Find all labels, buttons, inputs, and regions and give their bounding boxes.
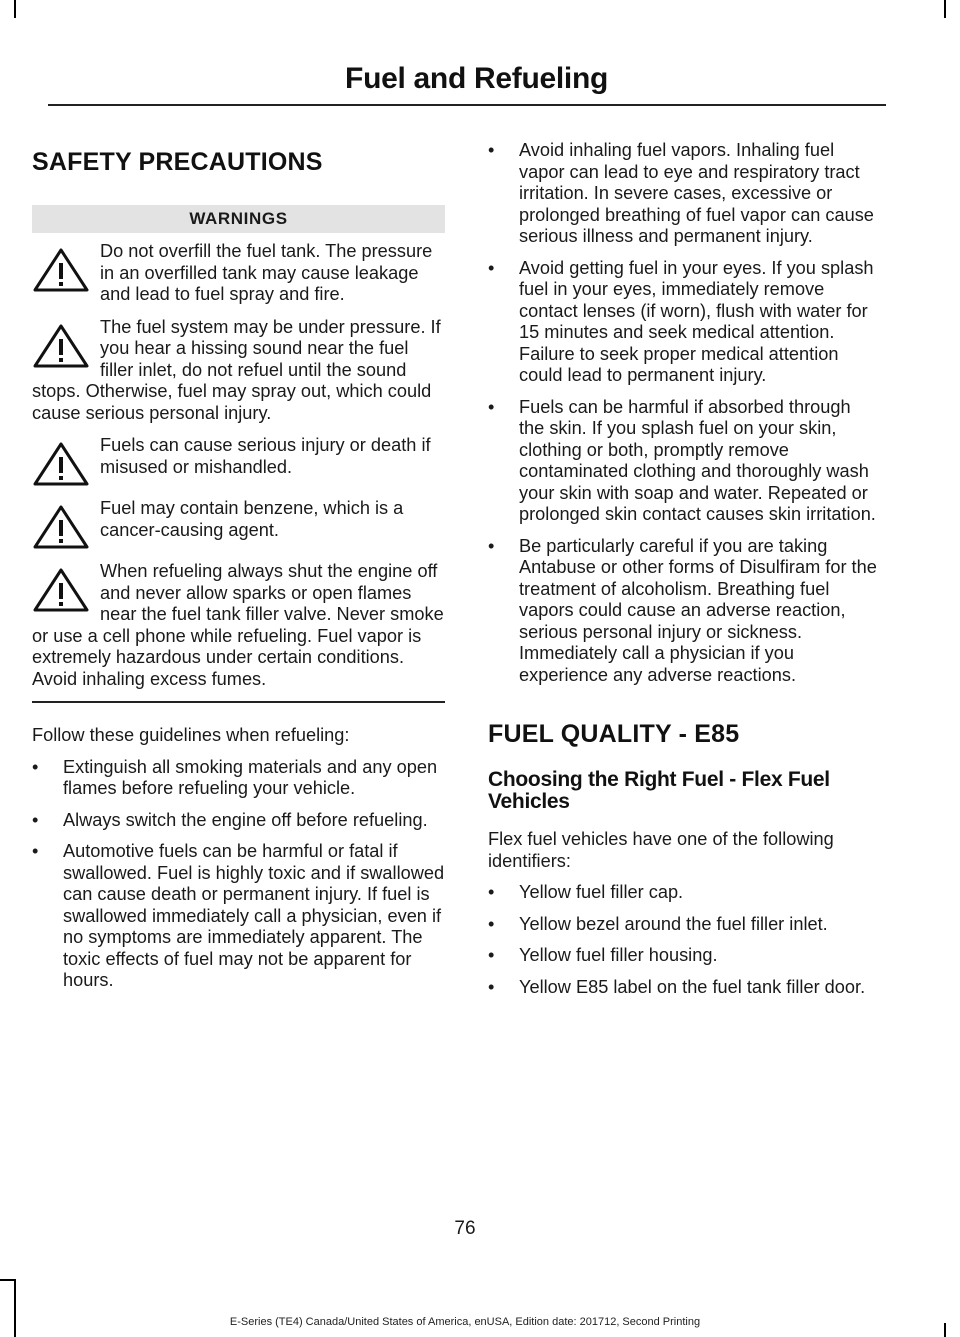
identifiers-intro: Flex fuel vehicles have one of the following identifiers:	[488, 829, 834, 871]
list-item-text: Fuels can be harmful if absorbed through the skin. If you splash fuel on your skin, clothing or both, promptly remove contaminated clothing and thoroughly wash your skin with soap and water. Repeated or prolonged skin contact causes skin irritation.	[519, 396, 876, 524]
warning-text: When refueling always shut the engine off and never allow sparks or open flames near the fuel tank filler valve. Never smoke or use a cell phone while refueling. Fuel vapor is extremely hazardous under certain conditions. Avoid inhaling excess fumes.	[32, 561, 444, 689]
right-column	[488, 140, 880, 1008]
section-heading-fuel-quality: FUEL QUALITY - E85	[488, 720, 740, 748]
list-item-text: Yellow bezel around the fuel filler inlet.	[519, 913, 828, 934]
bullet-glyph: •	[32, 756, 39, 777]
list-item	[32, 810, 445, 832]
warning-item	[32, 241, 445, 306]
identifiers-list	[488, 882, 880, 998]
warning-item	[32, 317, 445, 425]
warning-triangle-icon	[32, 567, 90, 613]
warnings-banner: WARNINGS	[32, 205, 445, 233]
fuel-safety-list	[488, 140, 880, 686]
warning-text: Fuels can cause serious injury or death if misused or mishandled.	[100, 435, 431, 477]
warning-item	[32, 435, 445, 487]
list-item-text: Yellow E85 label on the fuel tank filler door.	[519, 976, 866, 997]
list-item-text: Be particularly careful if you are taking Antabuse or other forms of Disulfiram for the treatment of alcoholism. Breathing fuel vapors could cause an adverse reaction, serious personal injury or sickness. Immediately call a physician if you experience any adverse reactions.	[519, 535, 877, 685]
page-title: Fuel and Refueling	[345, 62, 608, 95]
list-item	[488, 977, 880, 999]
bullet-glyph: •	[32, 841, 39, 861]
bullet-glyph: •	[488, 396, 495, 417]
warning-triangle-icon	[32, 441, 90, 487]
bullet-glyph: •	[488, 140, 495, 160]
left-column	[32, 140, 445, 1002]
list-item	[32, 841, 445, 992]
list-item	[488, 397, 880, 526]
warning-triangle-icon	[32, 323, 90, 369]
bullet-glyph: •	[488, 976, 495, 997]
bullet-glyph: •	[488, 535, 495, 556]
list-item-text: Always switch the engine off before refueling.	[63, 809, 428, 830]
bullet-glyph: •	[488, 257, 495, 278]
section-heading-safety: SAFETY PRECAUTIONS	[32, 148, 323, 176]
guidelines-list	[32, 757, 445, 992]
warning-triangle-icon	[32, 504, 90, 550]
guidelines-intro: Follow these guidelines when refueling:	[32, 725, 350, 745]
warning-item	[32, 498, 445, 550]
crop-mark-bottom-right	[944, 1323, 946, 1337]
warnings-end-divider	[32, 701, 445, 703]
page-number: 76	[454, 1218, 476, 1239]
warning-triangle-icon	[32, 247, 90, 293]
bullet-glyph: •	[32, 809, 39, 830]
list-item	[488, 536, 880, 687]
crop-mark-bottom-left	[14, 1280, 16, 1337]
list-item-text: Yellow fuel filler cap.	[519, 882, 684, 902]
header-divider	[48, 104, 886, 106]
list-item	[488, 140, 880, 248]
list-item	[32, 757, 445, 800]
list-item	[488, 914, 880, 936]
subheading-flex-fuel: Choosing the Right Fuel - Flex Fuel Vehicles	[488, 768, 830, 813]
list-item	[488, 258, 880, 387]
list-item-text: Yellow fuel filler housing.	[519, 945, 718, 965]
crop-mark-top-left	[14, 0, 16, 18]
list-item-text: Avoid inhaling fuel vapors. Inhaling fuel vapor can lead to eye and respiratory tract irritation. In severe cases, excessive or prolonged breathing of fuel vapor can cause serious illness and permanent injury.	[519, 140, 874, 246]
warning-text: Fuel may contain benzene, which is a cancer-causing agent.	[100, 498, 404, 540]
list-item-text: Avoid getting fuel in your eyes. If you splash fuel in your eyes, immediately remove contact lenses (if worn), flush with water for 15 minutes and seek medical attention. Failure to seek proper medical attention could lead to permanent injury.	[519, 257, 874, 385]
list-item-text: Automotive fuels can be harmful or fatal if swallowed. Fuel is highly toxic and if swallowed can cause death or permanent injury. If fuel is swallowed immediately call a physician, even if no symptoms are immediately apparent. The toxic effects of fuel may not be apparent for hours.	[63, 841, 445, 990]
crop-mark-bottom-left-h	[0, 1279, 16, 1281]
warning-item	[32, 561, 445, 690]
bullet-glyph: •	[488, 882, 495, 902]
list-item	[488, 945, 880, 967]
bullet-glyph: •	[488, 913, 495, 934]
warning-text: The fuel system may be under pressure. If you hear a hissing sound near the fuel filler inlet, do not refuel until the sound stops. Otherwise, fuel may spray out, which could cause serious personal injury.	[32, 316, 441, 423]
crop-mark-top-right	[944, 0, 946, 18]
list-item-text: Extinguish all smoking materials and any open flames before refueling your vehicle.	[63, 756, 438, 798]
bullet-glyph: •	[488, 945, 495, 965]
warning-text: Do not overfill the fuel tank. The pressure in an overfilled tank may cause leakage and lead to fuel spray and fire.	[100, 241, 433, 304]
list-item	[488, 882, 880, 904]
footer-edition-info: E-Series (TE4) Canada/United States of America, enUSA, Edition date: 201712, Second Printing	[229, 1316, 701, 1328]
